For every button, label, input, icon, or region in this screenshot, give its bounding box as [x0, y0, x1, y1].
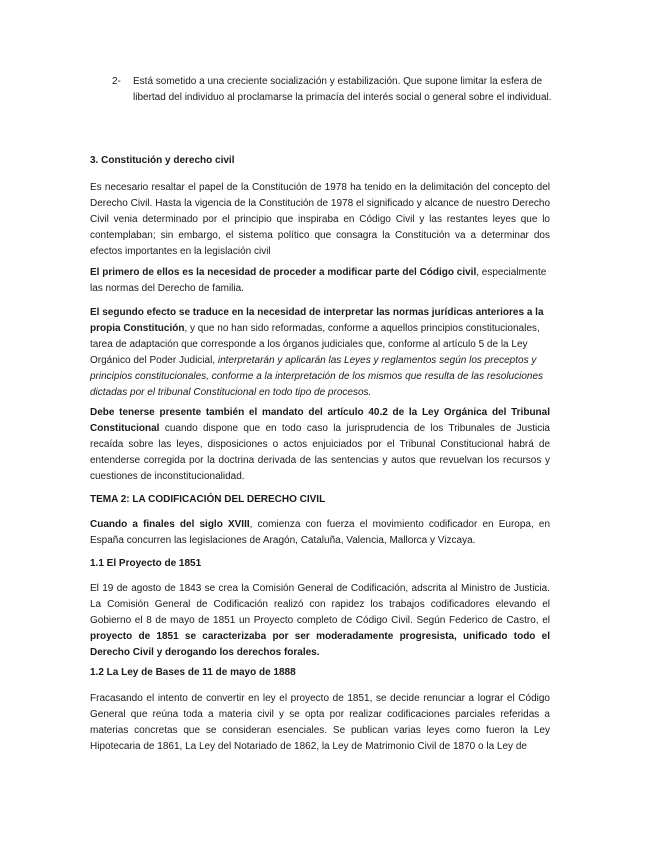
paragraph-proyecto-1851 — [90, 581, 550, 661]
paragraph-first-effect — [90, 265, 550, 297]
list-number: 2- — [112, 76, 121, 87]
paragraph-second-effect — [90, 305, 550, 401]
bold-text: Cuando a finales del siglo XVIII — [90, 519, 250, 530]
subsection-heading: 1.2 La Ley de Bases de 11 de mayo de 1888 — [90, 667, 296, 678]
paragraph-ley-bases: Fracasando el intento de convertir en ley el proyecto de 1851, se decide renunciar a lograr el Código General que reúna toda a materia civil y se opta por realizar codificaciones parciales referidas a materias concretas que se consideran esenciales. Se publican varias leyes como fueron la Ley Hipotecaria de 1861, La Ley del Notariado de 1862, la Ley de Matrimonio Civil de 1870 o la Ley de — [90, 693, 550, 752]
body-text: , comienza con fuerza el movimiento codificador en Europa, en España concurren las legislaciones de Aragón, Cataluña, Valencia, Mallorca y Vizcaya. — [90, 519, 550, 546]
italic-text: interpretarán y aplicarán las Leyes y reglamentos según los preceptos y principios constitucionales, conforme a la interpretación de los mismos que resulta de las resoluciones dictadas por el tribunal Constitucional en todo tipo de procesos. — [90, 355, 544, 398]
bold-text: proyecto de 1851 se caracterizaba por ser moderadamente progresista, unificado todo el Derecho Civil y derogando los derechos forales. — [90, 631, 550, 658]
paragraph-mandate — [90, 405, 550, 485]
body-text: , especialmente las normas del Derecho de familia. — [90, 267, 547, 294]
body-text: cuando dispone que en todo caso la jurisprudencia de los Tribunales de Justicia recaída sobre las leyes, disposiciones o actos enjuiciados por el Tribunal Constitucional habrá de entenderse corregida por la doctrina derivada de las sentencias y autos que revuelvan los recursos y cuestiones de inconstitucionalidad. — [90, 423, 550, 482]
body-text: El 19 de agosto de 1843 se crea la Comisión General de Codificación, adscrita al Ministro de Justicia. La Comisión General de Codificación realizó con rapidez los trabajos codificadores elevando el Gobierno el 8 de mayo de 1851 un Proyecto completo de Código Civil. Según Federico de Castro, el — [90, 583, 550, 626]
subsection-heading: 1.1 El Proyecto de 1851 — [90, 558, 202, 569]
list-item — [112, 74, 552, 106]
paragraph-codification-intro — [90, 517, 550, 549]
body-text: , y que no han sido reformadas, conforme a aquellos principios constitucionales, tarea de adaptación que corresponde a los órganos judiciales que, conforme al artículo 5 de la Ley Orgánico del Poder Judicial, — [90, 323, 540, 366]
bold-text: El primero de ellos es la necesidad de proceder a modificar parte del Código civil — [90, 267, 477, 278]
paragraph-intro: Es necesario resaltar el papel de la Constitución de 1978 ha tenido en la delimitación del concepto del Derecho Civil. Hasta la vigencia de la Constitución de 1978 el significado y alcance de nuestro Derecho Civil venia determinado por el principio que inspiraba en Código Civil y las restantes leyes que lo contemplaban; sin embargo, el sistema político que consagra la Constitución va a determinar dos efectos importantes en la legislación civil — [90, 182, 550, 257]
section-heading: 3. Constitución y derecho civil — [90, 155, 235, 166]
chapter-heading: TEMA 2: LA CODIFICACIÓN DEL DERECHO CIVIL — [90, 494, 326, 505]
list-item-text: Está sometido a una creciente socialización y estabilización. Que supone limitar la esfera de libertad del individuo al proclamarse la primacía del interés social o general sobre el individual. — [133, 76, 552, 103]
bold-text: El segundo efecto se traduce en la necesidad de interpretar las normas jurídicas anteriores a la propia Constitución — [90, 307, 544, 334]
bold-text: Debe tenerse presente también el mandato del artículo 40.2 de la Ley Orgánica del Tribunal Constitucional — [90, 407, 550, 434]
